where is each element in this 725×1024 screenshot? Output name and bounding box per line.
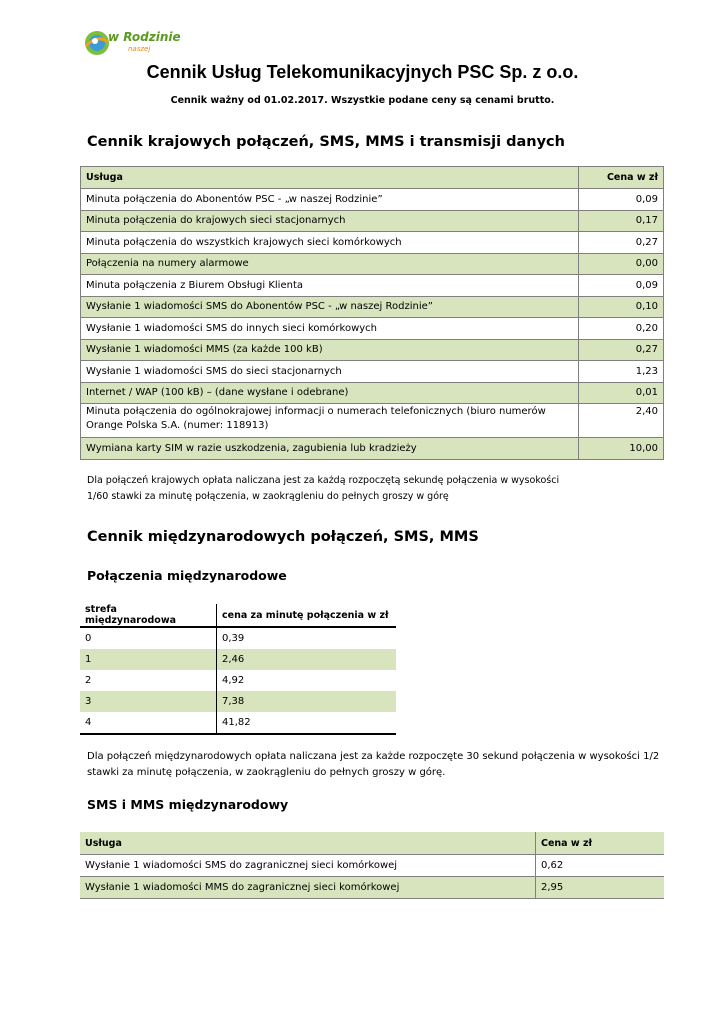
service-cell: Wysłanie 1 wiadomości SMS do sieci stacjonarnych	[81, 361, 579, 383]
sms-mms-heading: SMS i MMS międzynarodowy	[87, 797, 289, 812]
price-cell: 41,82	[217, 712, 397, 734]
table-row	[81, 210, 664, 232]
service-cell: Minuta połączenia do Abonentów PSC - „w naszej Rodzinie”	[81, 189, 579, 211]
price-cell: 0,10	[579, 296, 664, 318]
service-cell: Wysłanie 1 wiadomości SMS do Abonentów PSC - „w naszej Rodzinie”	[81, 296, 579, 318]
table-row	[81, 189, 664, 211]
service-cell: Internet / WAP (100 kB) – (dane wysłane i odebrane)	[81, 382, 579, 404]
price-cell: 0,20	[579, 318, 664, 340]
note-line: 1/60 stawki za minutę połączenia, w zaokrągleniu do pełnych groszy w górę	[87, 491, 449, 502]
table-row	[80, 691, 396, 712]
page-title: Cennik Usług Telekomunikacyjnych PSC Sp. z o.o.	[146, 62, 579, 82]
price-cell: 2,40	[579, 404, 664, 438]
service-cell: Minuta połączenia do krajowych sieci stacjonarnych	[81, 210, 579, 232]
table-row	[80, 649, 396, 670]
international-billing-note	[87, 749, 659, 781]
table-row	[80, 627, 396, 649]
column-header-zone: strefa międzynarodowa	[80, 604, 217, 627]
table-row	[81, 361, 664, 383]
service-cell: Wysłanie 1 wiadomości MMS (za każde 100 kB)	[81, 339, 579, 361]
service-cell: Wysłanie 1 wiadomości SMS do innych sieci komórkowych	[81, 318, 579, 340]
zone-cell: 3	[80, 691, 217, 712]
price-cell: 2,95	[536, 877, 665, 899]
international-zones-table	[80, 604, 396, 735]
table-row	[81, 275, 664, 297]
table-row	[80, 855, 664, 877]
price-cell: 4,92	[222, 675, 245, 686]
price-cell: 0,27	[579, 339, 664, 361]
zone-cell: 0	[80, 627, 217, 649]
price-cell: 0,62	[536, 855, 665, 877]
table-row	[81, 232, 664, 254]
logo-text: w Rodzinie	[108, 30, 181, 44]
note-line: stawki za minutę połączenia, w zaokrągleniu do pełnych groszy w górę.	[87, 767, 446, 778]
service-cell: Minuta połączenia do wszystkich krajowych sieci komórkowych	[81, 232, 579, 254]
international-sms-table	[80, 832, 664, 899]
price-cell: 0,39	[222, 633, 245, 644]
table-header-row	[80, 832, 664, 855]
service-cell: Wymiana karty SIM w razie uszkodzenia, zagubienia lub kradzieży	[81, 438, 579, 460]
price-cell: 1,23	[579, 361, 664, 383]
international-heading: Cennik międzynarodowych połączeń, SMS, MMS	[87, 529, 479, 545]
table-row	[81, 339, 664, 361]
service-text-line: Minuta połączenia do ogólnokrajowej informacji o numerach telefonicznych (biuro numerów	[86, 406, 546, 417]
column-header-price: Cena w zł	[536, 832, 665, 855]
price-cell: 0,00	[579, 253, 664, 275]
validity-note: Cennik ważny od 01.02.2017. Wszystkie podane ceny są cenami brutto.	[170, 95, 555, 106]
price-cell: 2,46	[217, 649, 397, 670]
service-cell: Połączenia na numery alarmowe	[81, 253, 579, 275]
column-header-minute-price: cena za minutę połączenia w zł	[217, 604, 397, 627]
table-row	[81, 253, 664, 275]
international-calls-heading: Połączenia międzynarodowe	[87, 568, 287, 583]
service-text-line: Orange Polska S.A. (numer: 118913)	[86, 420, 269, 431]
domestic-billing-note	[87, 473, 559, 505]
column-header-service: Usługa	[80, 832, 536, 855]
table-header-row	[80, 604, 396, 627]
table-row	[80, 712, 396, 734]
logo-subtext: naszej	[128, 45, 151, 53]
price-cell: 0,27	[579, 232, 664, 254]
table-row	[81, 296, 664, 318]
price-cell: 0,01	[579, 382, 664, 404]
table-row	[80, 877, 664, 899]
price-cell: 0,09	[579, 275, 664, 297]
service-cell: Wysłanie 1 wiadomości SMS do zagranicznej sieci komórkowej	[80, 855, 536, 877]
zone-cell: 1	[80, 649, 217, 670]
note-line: Dla połączeń krajowych opłata naliczana jest za każdą rozpoczętą sekundę połączenia w wysokości	[87, 475, 560, 486]
zone-cell: 2	[80, 670, 217, 691]
zone-cell: 4	[80, 712, 217, 734]
table-row	[80, 670, 396, 691]
price-cell: 7,38	[217, 691, 397, 712]
service-cell: Wysłanie 1 wiadomości MMS do zagranicznej sieci komórkowej	[80, 877, 536, 899]
column-header-price: Cena w zł	[579, 167, 664, 189]
note-line: Dla połączeń międzynarodowych opłata naliczana jest za każde rozpoczęte 30 sekund połączenia w wysokości 1/2	[87, 751, 660, 762]
service-cell	[81, 404, 579, 438]
price-cell: 10,00	[579, 438, 664, 460]
service-cell: Minuta połączenia z Biurem Obsługi Klienta	[81, 275, 579, 297]
domestic-price-table	[80, 166, 664, 460]
table-header-row	[81, 167, 664, 189]
table-row	[81, 382, 664, 404]
table-row	[81, 404, 664, 438]
price-cell: 0,09	[579, 189, 664, 211]
table-row	[81, 318, 664, 340]
domestic-heading: Cennik krajowych połączeń, SMS, MMS i transmisji danych	[87, 134, 565, 150]
price-cell: 0,17	[579, 210, 664, 232]
table-row	[81, 438, 664, 460]
column-header-service: Usługa	[81, 167, 579, 189]
